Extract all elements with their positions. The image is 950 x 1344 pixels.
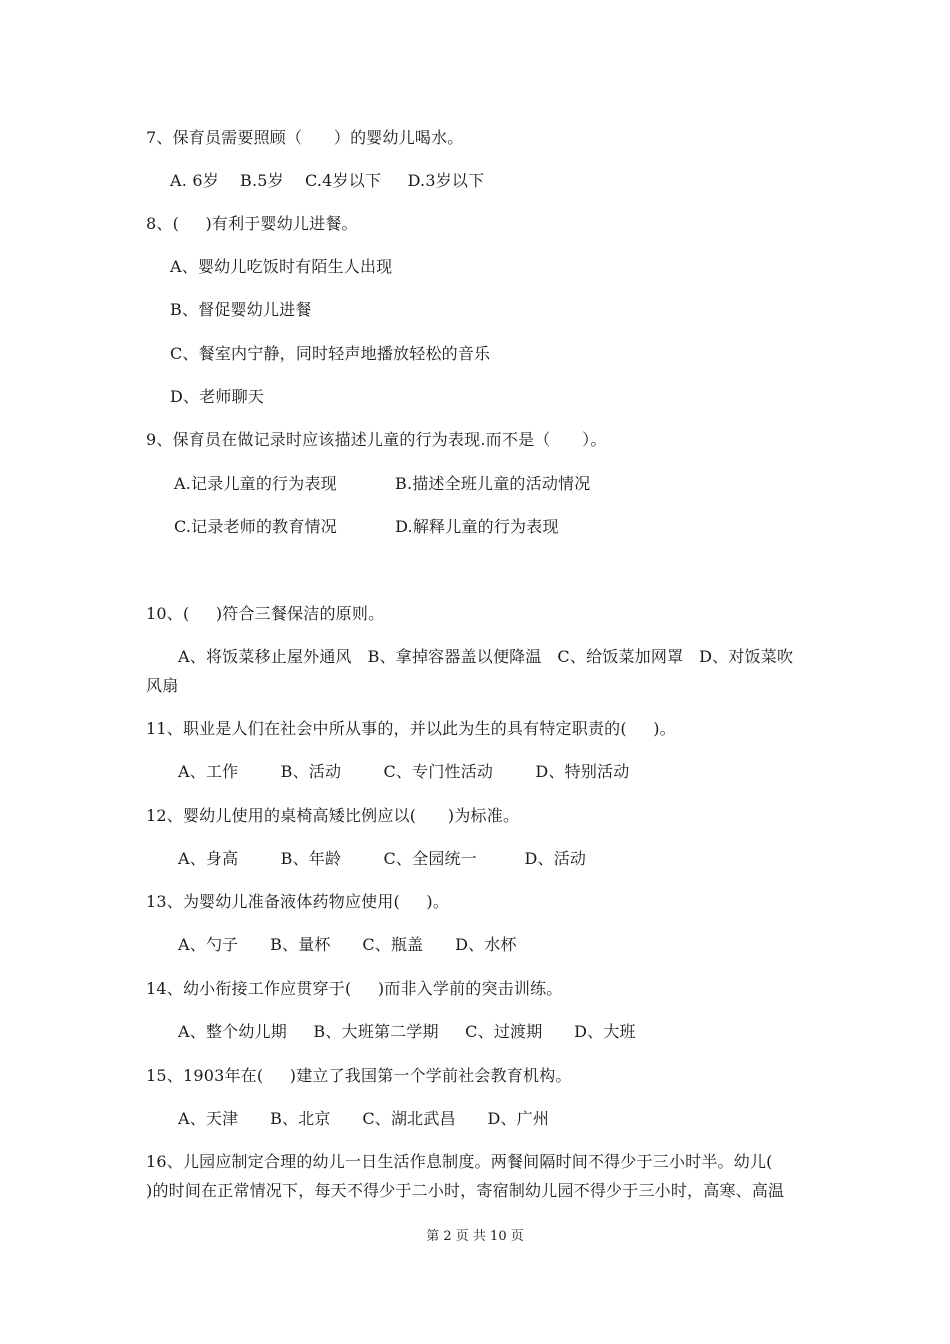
question-8-option-c: C、餐室内宁静，同时轻声地播放轻松的音乐 — [170, 344, 491, 363]
question-15-options: A、天津 B、北京 C、湖北武昌 D、广州 — [178, 1109, 550, 1128]
question-8-option-b: B、督促婴幼儿进餐 — [170, 300, 312, 319]
question-8-option-a: A、婴幼儿吃饭时有陌生人出现 — [170, 257, 393, 276]
question-13-options: A、勺子 B、量杯 C、瓶盖 D、水杯 — [178, 935, 517, 954]
question-9-options-row-1: A.记录儿童的行为表现 B.描述全班儿童的活动情况 — [174, 474, 591, 493]
question-8-stem: 8、( )有利于婴幼儿进餐。 — [146, 214, 358, 233]
question-13-stem: 13、为婴幼儿准备液体药物应使用( )。 — [146, 892, 450, 911]
question-9-options-row-2: C.记录老师的教育情况 D.解释儿童的行为表现 — [174, 517, 559, 536]
question-14-options: A、整个幼儿期 B、大班第二学期 C、过渡期 D、大班 — [178, 1022, 636, 1041]
question-9-stem: 9、保育员在做记录时应该描述儿童的行为表现.而不是（ ）。 — [146, 430, 607, 449]
question-10-stem: 10、( )符合三餐保洁的原则。 — [146, 604, 385, 623]
question-7-stem: 7、保育员需要照顾（ ）的婴幼儿喝水。 — [146, 128, 464, 147]
question-11-stem: 11、职业是人们在社会中所从事的，并以此为生的具有特定职责的( )。 — [146, 719, 676, 738]
question-7-options: A. 6岁 B.5岁 C.4岁以下 D.3岁以下 — [170, 171, 485, 190]
question-16-line-2: )的时间在正常情况下，每天不得少于二小时，寄宿制幼儿园不得少于三小时，高寒、高温 — [146, 1181, 785, 1200]
question-10-options-line-2: 风扇 — [146, 676, 179, 695]
question-11-options: A、工作 B、活动 C、专门性活动 D、特别活动 — [178, 762, 630, 781]
question-10-options-line-1: A、将饭菜移止屋外通风 B、拿掉容器盖以便降温 C、给饭菜加网罩 D、对饭菜吹 — [178, 647, 794, 666]
question-12-stem: 12、婴幼儿使用的桌椅高矮比例应以( )为标准。 — [146, 806, 520, 825]
question-14-stem: 14、幼小衔接工作应贯穿于( )而非入学前的突击训练。 — [146, 979, 563, 998]
question-16-line-1: 16、儿园应制定合理的幼儿一日生活作息制度。两餐间隔时间不得少于三小时半。幼儿( — [146, 1152, 773, 1171]
question-12-options: A、身高 B、年龄 C、全园统一 D、活动 — [178, 849, 587, 868]
question-8-option-d: D、老师聊天 — [170, 387, 265, 406]
question-15-stem: 15、1903年在( )建立了我国第一个学前社会教育机构。 — [146, 1066, 572, 1085]
page-footer: 第 2 页 共 10 页 — [426, 1229, 524, 1244]
